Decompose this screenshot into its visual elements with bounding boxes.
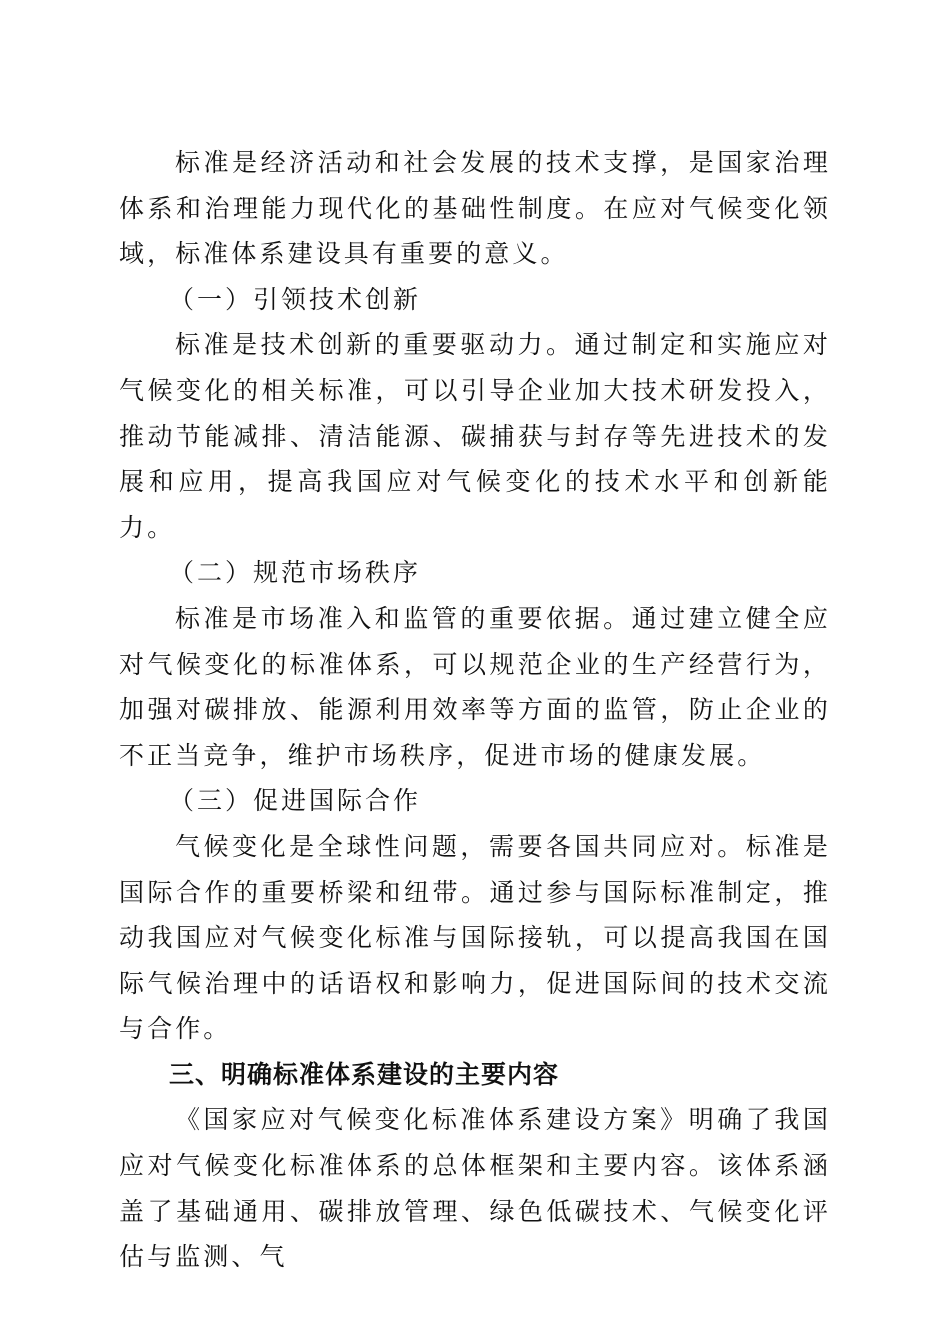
paragraph-market-order: 标准是市场准入和监管的重要依据。通过建立健全应对气候变化的标准体系，可以规范企业的生产经营行为，加强对碳排放、能源利用效率等方面的监管，防止企业的不正当竞争，维护市场秩序，促进市场的健康发展。 <box>119 603 831 770</box>
subheading-international-cooperation: （三）促进国际合作 <box>169 786 422 816</box>
paragraph-international-cooperation: 气候变化是全球性问题，需要各国共同应对。标准是国际合作的重要桥梁和纽带。通过参与国际标准制定，推动我国应对气候变化标准与国际接轨，可以提高我国在国际气候治理中的话语权和影响力，促进国际间的技术交流与合作。 <box>119 831 831 1044</box>
subheading-market-order: （二）规范市场秩序 <box>169 558 422 588</box>
paragraph-technology-innovation: 标准是技术创新的重要驱动力。通过制定和实施应对气候变化的相关标准，可以引导企业加大技术研发投入，推动节能减排、清洁能源、碳捕获与封存等先进技术的发展和应用，提高我国应对气候变化的技术水平和创新能力。 <box>119 330 831 542</box>
subheading-technology-innovation: （一）引领技术创新 <box>169 284 422 314</box>
intro-paragraph: 标准是经济活动和社会发展的技术支撑，是国家治理体系和治理能力现代化的基础性制度。在应对气候变化领域，标准体系建设具有重要的意义。 <box>119 148 831 269</box>
document-body <box>119 140 831 1280</box>
section-heading-main-content: 三、明确标准体系建设的主要内容 <box>169 1059 560 1089</box>
paragraph-main-content: 《国家应对气候变化标准体系建设方案》明确了我国应对气候变化标准体系的总体框架和主要内容。该体系涵盖了基础通用、碳排放管理、绿色低碳技术、气候变化评估与监测、气 <box>119 1105 831 1272</box>
